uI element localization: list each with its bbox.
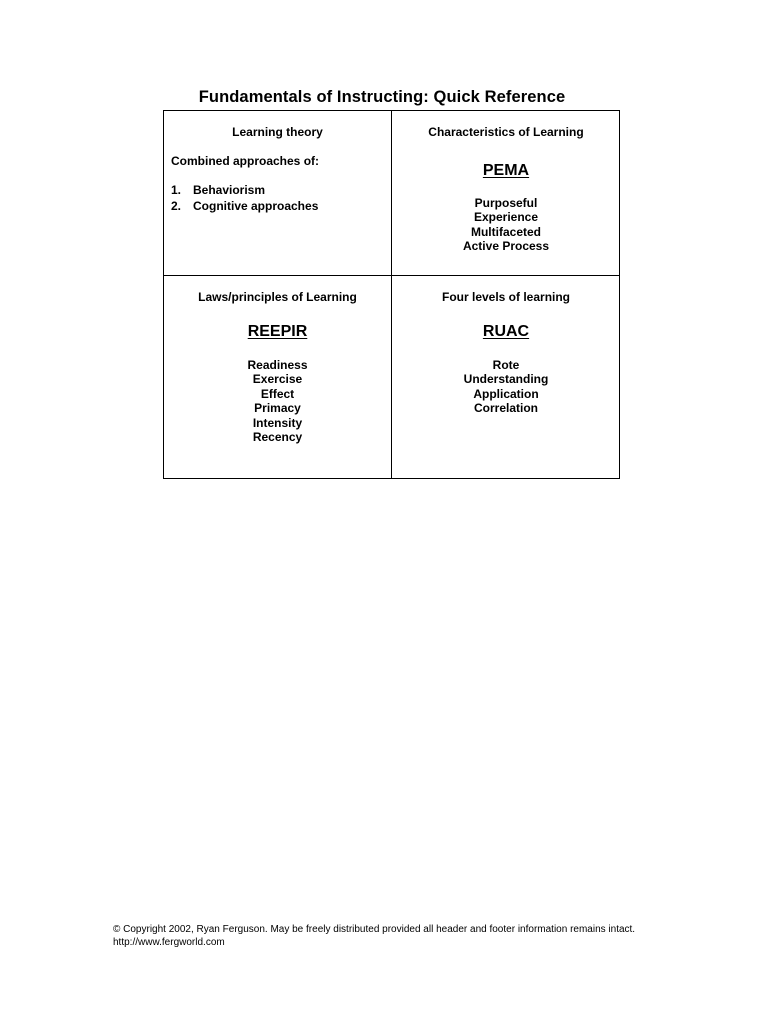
list-item-number: 2. (171, 198, 182, 213)
list-item: Application (473, 386, 539, 401)
levels-list (392, 358, 620, 416)
list-item-label: Cognitive approaches (193, 198, 319, 213)
list-item: Active Process (462, 239, 550, 254)
list-item: Primacy (254, 401, 301, 416)
learning-theory-cell (164, 111, 391, 275)
learning-theory-heading: Learning theory (232, 125, 323, 139)
list-item: Exercise (252, 372, 303, 387)
page-title: Fundamentals of Instructing: Quick Reference (198, 88, 566, 106)
list-item: Recency (252, 430, 303, 445)
levels-cell (392, 276, 620, 479)
list-item: Readiness (247, 358, 308, 372)
characteristics-heading: Characteristics of Learning (428, 125, 584, 139)
characteristics-list (392, 196, 620, 254)
reference-table (163, 110, 620, 479)
levels-acronym: RUAC (482, 323, 530, 340)
list-item-label: Behaviorism (193, 183, 266, 197)
levels-heading: Four levels of learning (441, 290, 571, 304)
list-item: Correlation (473, 401, 538, 416)
list-item: Understanding (463, 372, 549, 387)
list-item: Multifaceted (470, 224, 541, 239)
characteristics-cell (392, 111, 620, 275)
list-item: Intensity (252, 415, 303, 430)
learning-theory-intro: Combined approaches of: (171, 154, 320, 168)
list-item: Experience (473, 210, 539, 225)
list-item-number: 1. (171, 183, 182, 197)
laws-acronym: REEPIR (247, 323, 308, 340)
learning-theory-list (171, 183, 318, 214)
list-item: Rote (492, 358, 520, 372)
page-footer (113, 924, 635, 949)
website-link[interactable]: http://www.fergworld.com (113, 936, 225, 948)
laws-heading: Laws/principles of Learning (198, 290, 357, 304)
characteristics-acronym: PEMA (482, 162, 530, 179)
list-item: Effect (260, 386, 295, 401)
list-item (171, 199, 318, 215)
laws-list (164, 358, 391, 444)
laws-cell (164, 276, 391, 479)
copyright-notice: © Copyright 2002, Ryan Ferguson. May be freely distributed provided all header and footer information remains intact. (113, 924, 636, 935)
list-item: Purposeful (474, 196, 538, 210)
list-item (171, 183, 318, 199)
